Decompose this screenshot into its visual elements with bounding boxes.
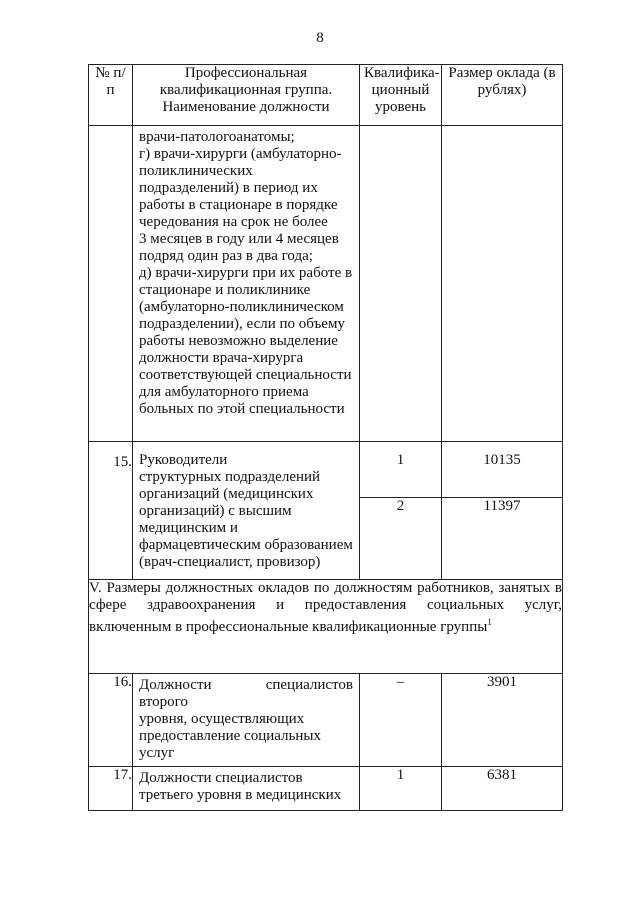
header-group-text: Профессиональная квалификационная группа. Наименование должности xyxy=(159,65,333,115)
text-line: поликлинических xyxy=(139,163,253,179)
text-line: г) врачи-хирурги (амбулаторно- xyxy=(139,146,342,162)
text-line: подразделений) в период их xyxy=(139,180,318,196)
section-heading xyxy=(89,580,563,674)
cell-no xyxy=(89,126,133,442)
text-line: медицинским и xyxy=(139,520,238,536)
header-no-text: № п/п xyxy=(95,65,126,98)
position-text xyxy=(133,442,359,575)
header-level xyxy=(360,65,442,126)
salary-table xyxy=(88,64,563,811)
cell-level-2: 2 xyxy=(360,498,442,580)
cell-position xyxy=(133,126,360,442)
cell-no: 15. xyxy=(89,442,133,580)
footnote-marker: 1 xyxy=(487,617,492,627)
cell-level xyxy=(360,126,442,442)
cell-position xyxy=(133,442,360,580)
text-line: стационаре и поликлинике xyxy=(139,282,311,298)
header-group xyxy=(133,65,360,126)
position-text xyxy=(133,674,359,766)
text-line: (амбулаторно-поликлиническом xyxy=(139,299,344,315)
cell-salary: 6381 xyxy=(442,767,563,811)
cell-position xyxy=(133,767,360,811)
table-header-row xyxy=(89,65,563,126)
position-text xyxy=(133,126,359,422)
text-line: (врач-специалист, провизор) xyxy=(139,554,321,570)
text-line: фармацевтическим образованием xyxy=(139,537,353,553)
text-line: третьего уровня в медицинских xyxy=(139,787,342,803)
text-line: Должности специалистов xyxy=(139,770,303,786)
cell-position xyxy=(133,674,360,767)
cell-no: 17. xyxy=(89,767,133,811)
section-heading-row xyxy=(89,580,563,674)
table-row-17 xyxy=(89,767,563,811)
table-row-15-a xyxy=(89,442,563,498)
text-line: Должности специалистов второго xyxy=(139,677,353,710)
section-heading-text: V. Размеры должностных окладов по должностям работников, занятых в сфере здравоохранения и предоставления социальных услуг, включенным в профессиональные квалификационные группы xyxy=(89,580,562,635)
text-line: структурных подразделений xyxy=(139,469,321,485)
cell-level: 1 xyxy=(360,767,442,811)
position-text xyxy=(133,767,359,808)
text-line: подразделении), если по объему xyxy=(139,316,345,332)
text-line: организаций (медицинских xyxy=(139,486,314,502)
header-level-text: Квалифика-ционный уровень xyxy=(364,65,440,115)
text-line: уровня, осуществляющих xyxy=(139,711,305,727)
cell-level: – xyxy=(360,674,442,767)
page-number: 8 xyxy=(316,30,324,46)
cell-salary: 3901 xyxy=(442,674,563,767)
table-row-16 xyxy=(89,674,563,767)
header-salary xyxy=(442,65,563,126)
cell-salary-2: 11397 xyxy=(442,498,563,580)
cell-no: 16. xyxy=(89,674,133,767)
text-line: чередования на срок не более xyxy=(139,214,328,230)
text-line: д) врачи-хирурги при их работе в xyxy=(139,265,353,281)
header-no xyxy=(89,65,133,126)
text-line: предоставление социальных xyxy=(139,728,321,744)
text-line: врачи-патологоанатомы; xyxy=(139,129,295,145)
text-line: больных по этой специальности xyxy=(139,401,345,417)
cell-salary xyxy=(442,126,563,442)
text-line: соответствующей специальности xyxy=(139,367,352,383)
table-row-continuation xyxy=(89,126,563,442)
text-line: услуг xyxy=(139,745,175,761)
text-line: должности врача-хирурга xyxy=(139,350,304,366)
text-line: 3 месяцев в году или 4 месяцев xyxy=(139,231,339,247)
text-line: для амбулаторного приема xyxy=(139,384,309,400)
cell-level-1: 1 xyxy=(360,442,442,498)
text-line: подряд один раз в два года; xyxy=(139,248,313,264)
text-line: Руководители xyxy=(139,452,228,468)
header-salary-text: Размер оклада (в рублях) xyxy=(448,65,556,98)
cell-salary-1: 10135 xyxy=(442,442,563,498)
text-line: организаций) с высшим xyxy=(139,503,292,519)
text-line: работы невозможно выделение xyxy=(139,333,338,349)
text-line: работы в стационаре в порядке xyxy=(139,197,338,213)
